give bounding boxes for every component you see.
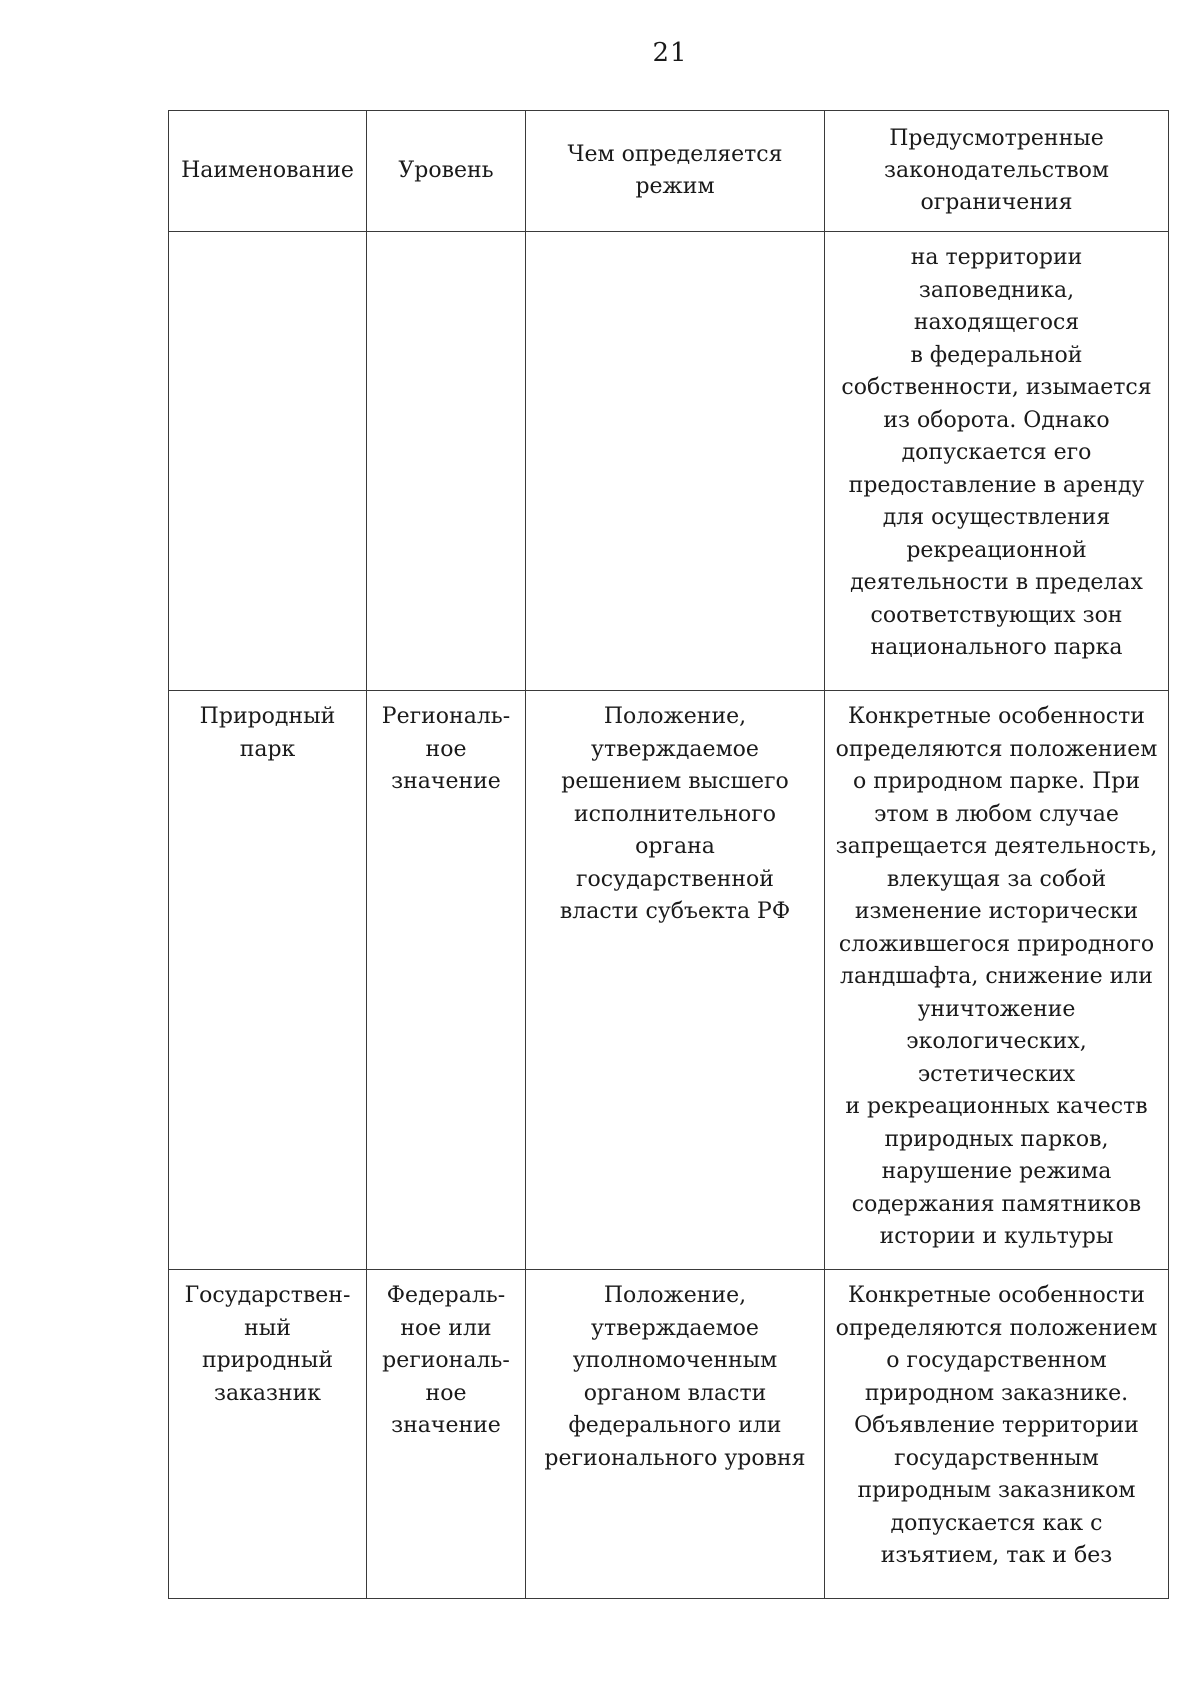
- table-header: [169, 111, 1169, 232]
- cell-name: [169, 232, 367, 691]
- cell-name: Природный парк: [169, 691, 367, 1270]
- header-level: Уровень: [367, 111, 526, 232]
- header-regime: Чем определяется режим: [526, 111, 825, 232]
- cell-regime: Положение, утверждаемое решением высшего исполнительного органа государственной власти субъекта РФ: [526, 691, 825, 1270]
- page-number: 21: [652, 38, 688, 68]
- cell-restrictions: Конкретные особенности определяются положением о государственном природном заказнике. Объявление территории государственным природным заказником допускается как с изъятием, так и без: [825, 1270, 1169, 1599]
- table-header-row: [169, 111, 1169, 232]
- table-body: [169, 232, 1169, 1599]
- cell-restrictions: Конкретные особенности определяются положением о природном парке. При этом в любом случае запрещается деятельность, влекущая за собой изменение исторически сложившегося природного ландшафта, снижение или уничтожение экологических, эстетических и рекреационных качеств природных парков, нарушение режима содержания памятников истории и культуры: [825, 691, 1169, 1270]
- cell-restrictions: на территории заповедника, находящегося в федеральной собственности, изымается из оборота. Однако допускается его предоставление в аренду для осуществления рекреационной деятельности в пределах соответствующих зон национального парка: [825, 232, 1169, 691]
- header-restrictions: Предусмотренные законодательством ограничения: [825, 111, 1169, 232]
- cell-regime: [526, 232, 825, 691]
- table-row: [169, 232, 1169, 691]
- protected-areas-table: [168, 110, 1169, 1599]
- cell-level: [367, 232, 526, 691]
- header-name: Наименование: [169, 111, 367, 232]
- cell-regime: Положение, утверждаемое уполномоченным органом власти федерального или регионального уровня: [526, 1270, 825, 1599]
- cell-level: Региональ- ное значение: [367, 691, 526, 1270]
- cell-name: Государствен- ный природный заказник: [169, 1270, 367, 1599]
- table-row: [169, 1270, 1169, 1599]
- table-row: [169, 691, 1169, 1270]
- cell-level: Федераль- ное или региональ- ное значение: [367, 1270, 526, 1599]
